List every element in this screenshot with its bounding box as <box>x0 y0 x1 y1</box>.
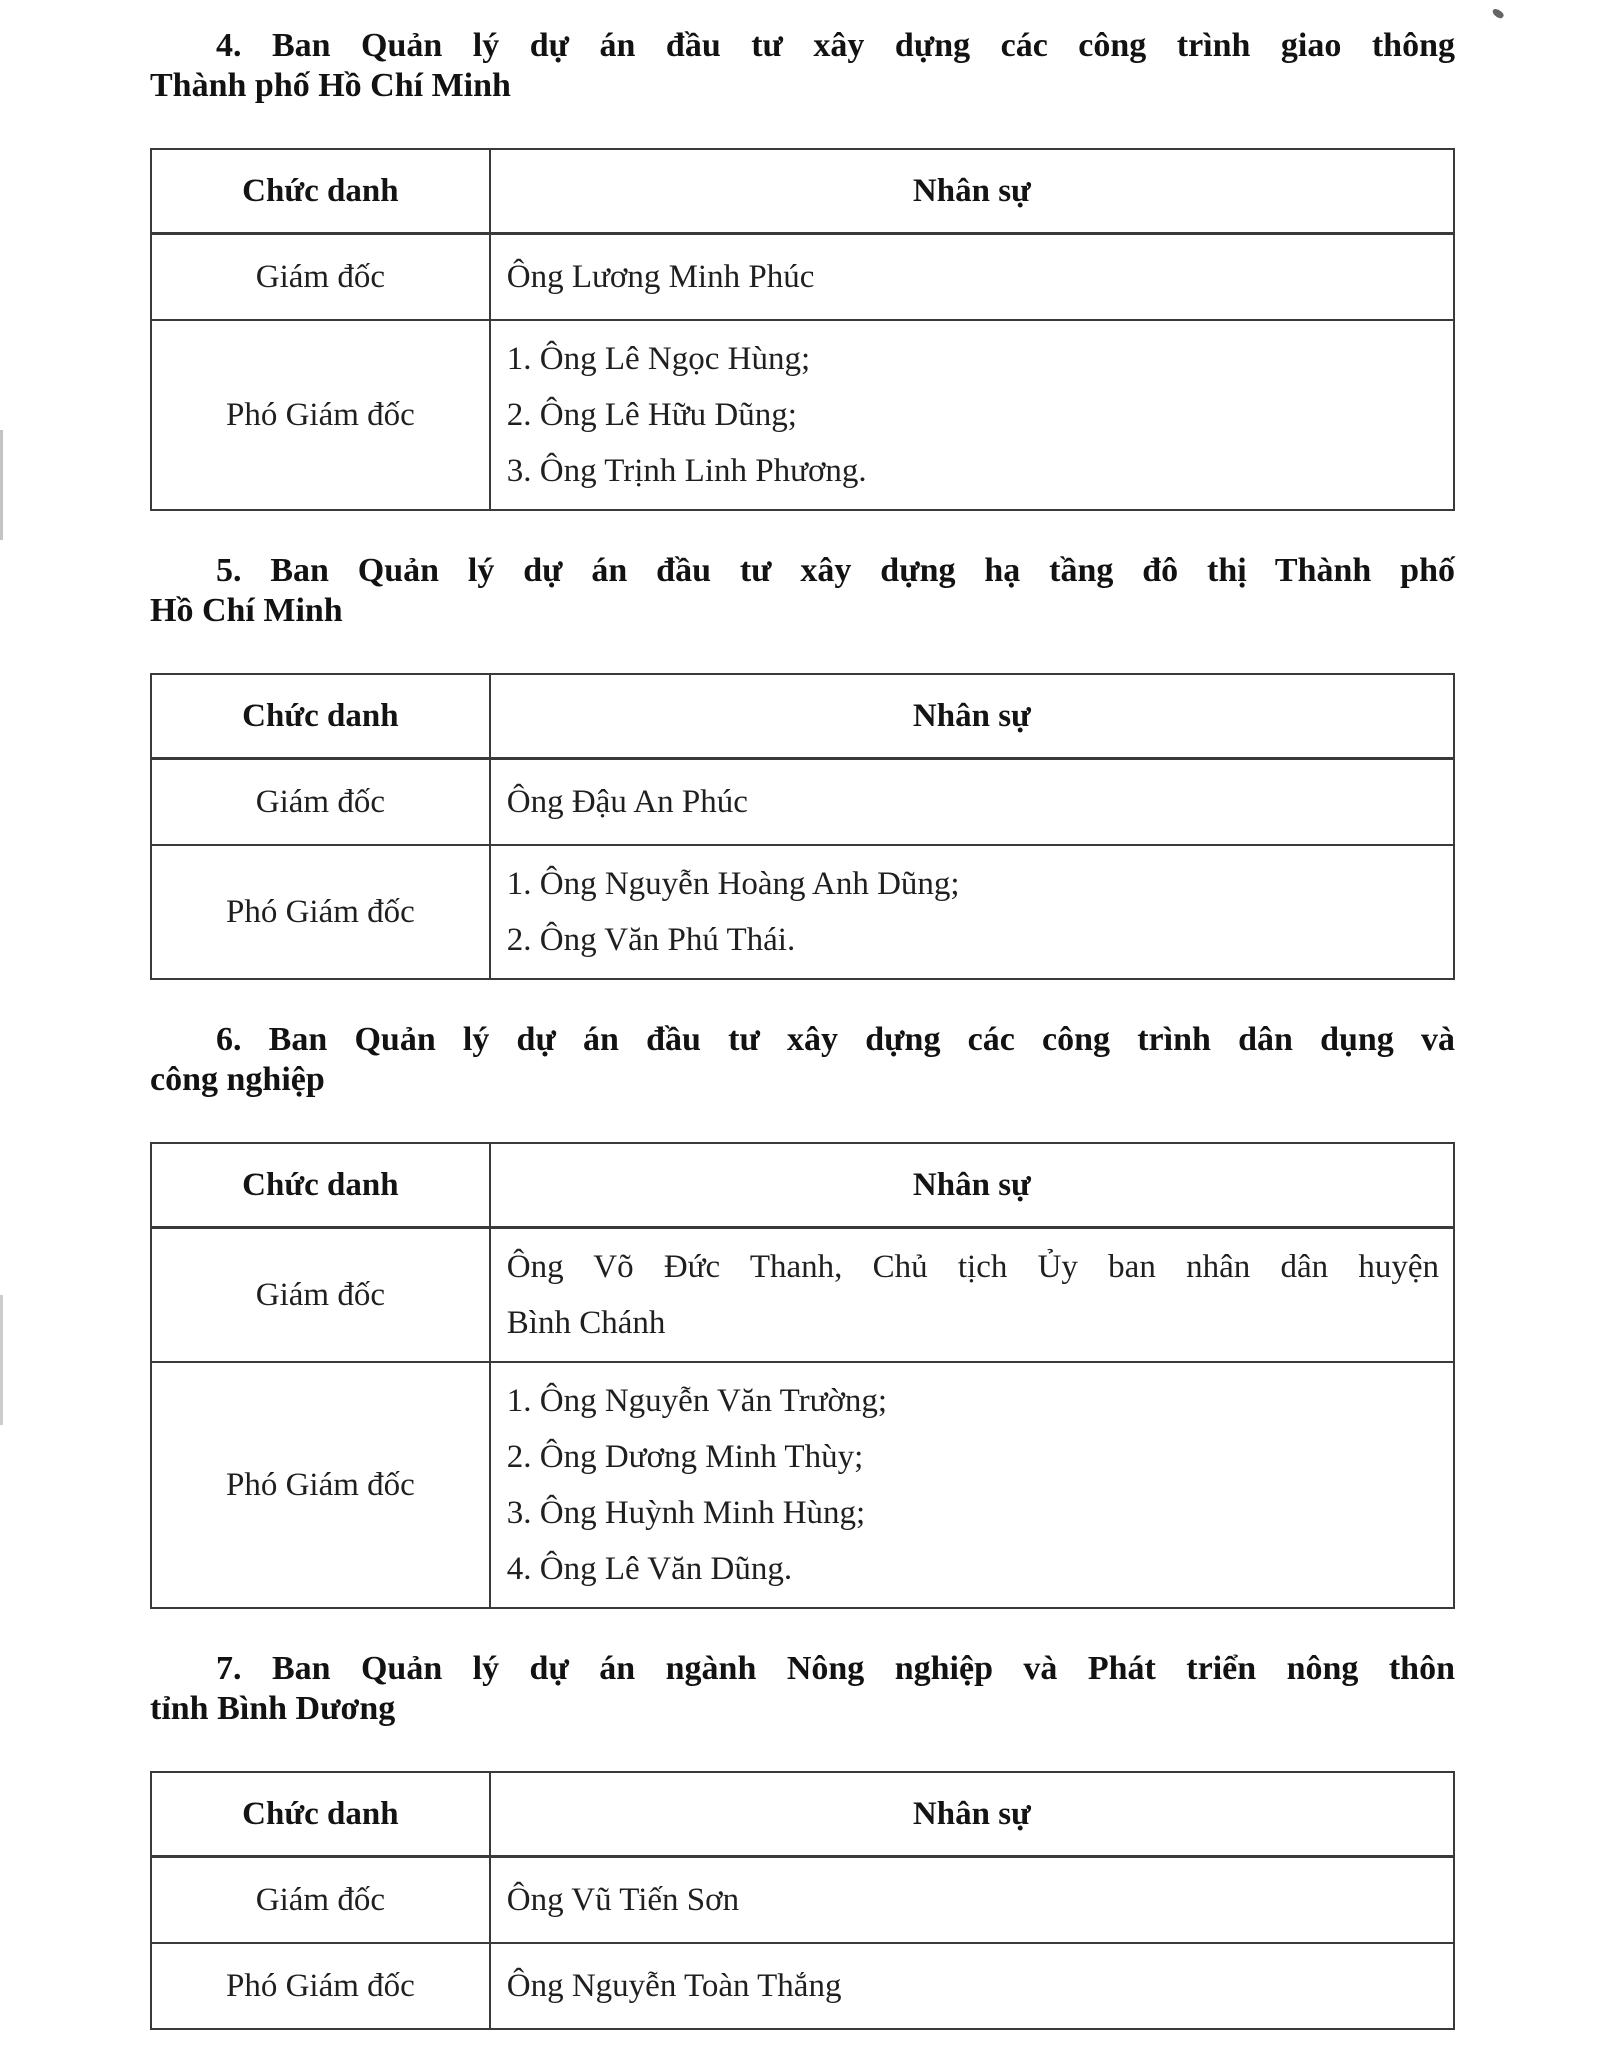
column-header-personnel: Nhân sự <box>490 1772 1454 1857</box>
position-label: Phó Giám đốc <box>151 845 490 979</box>
position-label: Giám đốc <box>151 1228 490 1363</box>
section-heading-7-line1: 7. Ban Quản lý dự án ngành Nông nghiệp và Phát triển nông thôn <box>216 1650 1455 1687</box>
section-heading-5 <box>150 551 1455 631</box>
personnel-name: 1. Ông Lê Ngọc Hùng; <box>506 341 811 377</box>
position-label: Giám đốc <box>151 234 490 321</box>
table-row <box>151 320 1454 510</box>
personnel-name: 3. Ông Huỳnh Minh Hùng; <box>506 1495 866 1531</box>
position-label: Giám đốc <box>151 759 490 846</box>
column-header-position: Chức danh <box>151 1772 490 1857</box>
personnel-name: Ông Đậu An Phúc <box>506 784 748 820</box>
table-row <box>151 1943 1454 2029</box>
table-row <box>151 1362 1454 1608</box>
personnel-name: Bình Chánh <box>506 1305 666 1341</box>
personnel-name: 2. Ông Lê Hữu Dũng; <box>506 397 797 433</box>
position-label: Phó Giám đốc <box>151 1943 490 2029</box>
section-heading-6-line1: 6. Ban Quản lý dự án đầu tư xây dựng các công trình dân dụng và <box>216 1021 1455 1058</box>
section-heading-7-line2: tỉnh Bình Dương <box>150 1690 396 1727</box>
column-header-personnel: Nhân sự <box>490 149 1454 234</box>
personnel-table-7 <box>150 1771 1455 2030</box>
personnel-table-6 <box>150 1142 1455 1609</box>
section-heading-6-line2: công nghiệp <box>150 1061 325 1098</box>
section-heading-4 <box>150 26 1455 106</box>
section-heading-7 <box>150 1649 1455 1729</box>
column-header-position: Chức danh <box>151 149 490 234</box>
personnel-name: Ông Vũ Tiến Sơn <box>506 1882 740 1918</box>
scan-edge-artifact <box>0 1295 3 1425</box>
personnel-name: 1. Ông Nguyễn Hoàng Anh Dũng; <box>506 866 960 902</box>
personnel-name: 3. Ông Trịnh Linh Phương. <box>506 453 867 489</box>
document-content <box>150 26 1455 2057</box>
section-heading-4-line1: 4. Ban Quản lý dự án đầu tư xây dựng các công trình giao thông <box>216 27 1455 64</box>
section-heading-6 <box>150 1020 1455 1100</box>
section-heading-5-line1: 5. Ban Quản lý dự án đầu tư xây dựng hạ tầng đô thị Thành phố <box>216 552 1455 589</box>
table-row <box>151 234 1454 321</box>
personnel-name: Ông Võ Đức Thanh, Chủ tịch Ủy ban nhân dân huyện <box>506 1249 1439 1285</box>
scan-edge-artifact <box>0 430 3 540</box>
position-label: Phó Giám đốc <box>151 320 490 510</box>
section-heading-5-line2: Hồ Chí Minh <box>150 592 343 629</box>
personnel-name: 1. Ông Nguyễn Văn Trường; <box>506 1383 888 1419</box>
column-header-personnel: Nhân sự <box>490 1143 1454 1228</box>
column-header-position: Chức danh <box>151 674 490 759</box>
section-heading-4-line2: Thành phố Hồ Chí Minh <box>150 67 511 104</box>
table-row <box>151 1228 1454 1363</box>
personnel-name: 2. Ông Văn Phú Thái. <box>506 922 796 958</box>
scan-speck <box>1491 7 1505 20</box>
table-row <box>151 845 1454 979</box>
column-header-personnel: Nhân sự <box>490 674 1454 759</box>
column-header-position: Chức danh <box>151 1143 490 1228</box>
position-label: Phó Giám đốc <box>151 1362 490 1608</box>
personnel-name: 4. Ông Lê Văn Dũng. <box>506 1551 793 1587</box>
personnel-name: Ông Nguyễn Toàn Thắng <box>506 1968 842 2004</box>
table-row <box>151 1857 1454 1944</box>
personnel-name: 2. Ông Dương Minh Thùy; <box>506 1439 864 1475</box>
personnel-name: Ông Lương Minh Phúc <box>506 259 815 295</box>
table-row <box>151 759 1454 846</box>
personnel-table-5 <box>150 673 1455 980</box>
position-label: Giám đốc <box>151 1857 490 1944</box>
personnel-table-4 <box>150 148 1455 511</box>
